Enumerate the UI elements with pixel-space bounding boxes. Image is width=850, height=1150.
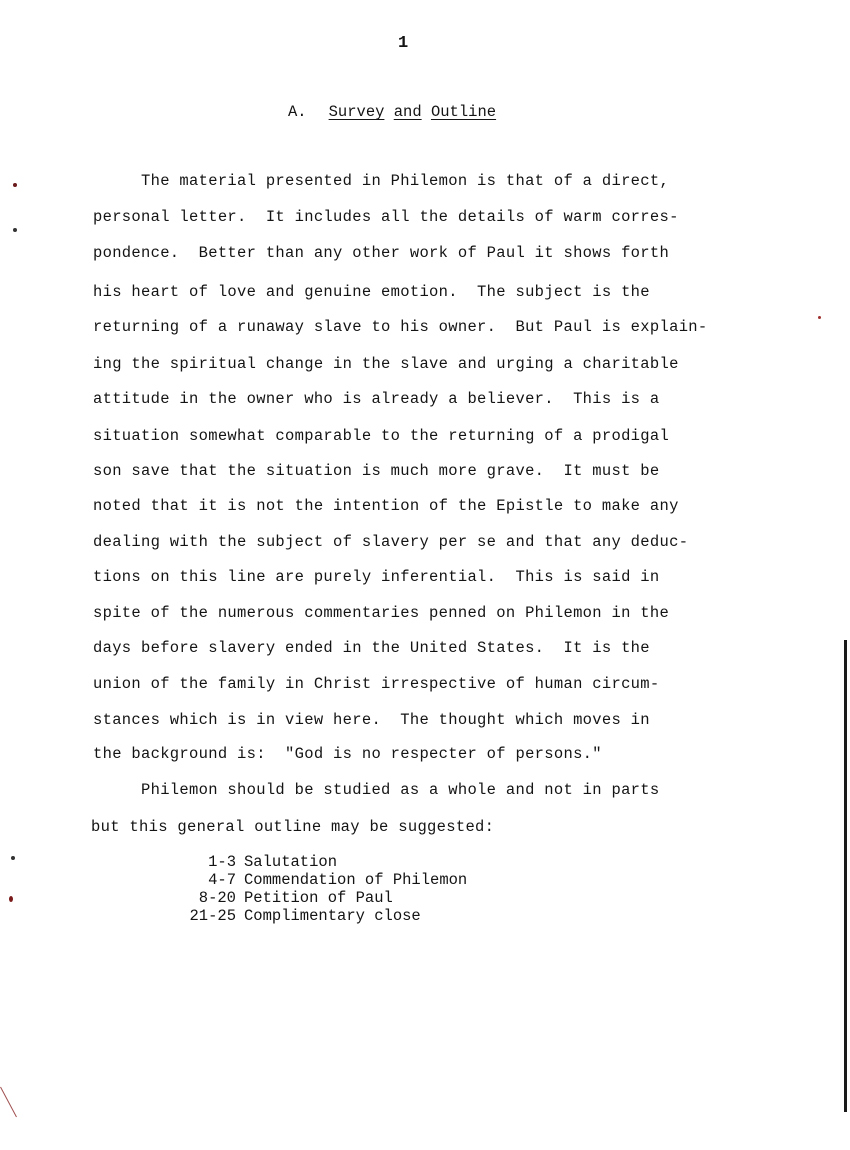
paragraph-2-line: Philemon should be studied as a whole and not in parts: [93, 781, 660, 799]
heading-word-outline: Outline: [430, 103, 497, 121]
paragraph-1-line: personal letter. It includes all the details of warm corres-: [93, 208, 679, 226]
paragraph-1-line: tions on this line are purely inferential. This is said in: [93, 568, 660, 586]
outline-label: Petition of Paul: [244, 889, 393, 907]
outline-item: [170, 853, 467, 871]
outline-label: Commendation of Philemon: [244, 871, 468, 889]
paragraph-1-line: spite of the numerous commentaries penned on Philemon in the: [93, 604, 670, 622]
outline-label: Salutation: [244, 853, 338, 871]
heading-word-and: and: [393, 103, 422, 121]
paragraph-2-line: but this general outline may be suggested:: [91, 818, 495, 836]
outline-item: [170, 889, 467, 907]
paragraph-1-line: days before slavery ended in the United States. It is the: [93, 639, 650, 657]
scan-edge-line: [844, 640, 847, 1112]
outline-verse-range: 21-25: [189, 907, 236, 925]
paragraph-1-line: the background is: "God is no respecter of persons.": [93, 745, 602, 763]
heading-word-survey: Survey: [328, 103, 385, 121]
section-letter: A.: [288, 103, 307, 121]
paragraph-1-line: situation somewhat comparable to the returning of a prodigal: [93, 427, 670, 445]
paragraph-1-line: noted that it is not the intention of the Epistle to make any: [93, 497, 679, 515]
paragraph-1-line: pondence. Better than any other work of Paul it shows forth: [93, 244, 670, 262]
scan-speck: [13, 228, 17, 232]
page-number: 1: [398, 34, 409, 53]
outline-label: Complimentary close: [244, 907, 421, 925]
scan-speck: [818, 316, 821, 319]
paragraph-1-line: ing the spiritual change in the slave and urging a charitable: [93, 355, 679, 373]
outline-verse-range: 8-20: [198, 889, 236, 907]
scan-speck: [11, 856, 15, 860]
outline-verse-range: 4-7: [208, 871, 236, 889]
outline-item: [170, 871, 467, 889]
paragraph-1-line: son save that the situation is much more grave. It must be: [93, 462, 660, 480]
scan-speck: [9, 896, 13, 902]
outline-list: [170, 853, 467, 925]
paragraph-1-line: his heart of love and genuine emotion. The subject is the: [93, 283, 650, 301]
paragraph-1-line: attitude in the owner who is already a believer. This is a: [93, 390, 660, 408]
section-heading: [288, 103, 496, 121]
paragraph-1-line: The material presented in Philemon is that of a direct,: [93, 172, 670, 190]
outline-item: [170, 907, 467, 925]
paragraph-1-line: returning of a runaway slave to his owner. But Paul is explain-: [93, 318, 708, 336]
scan-scratch: [0, 1087, 17, 1117]
outline-verse-range: 1-3: [208, 853, 236, 871]
paragraph-1-line: dealing with the subject of slavery per se and that any deduc-: [93, 533, 689, 551]
paragraph-1-line: union of the family in Christ irrespective of human circum-: [93, 675, 660, 693]
scan-speck: [13, 183, 17, 187]
paragraph-1-line: stances which is in view here. The thought which moves in: [93, 711, 650, 729]
